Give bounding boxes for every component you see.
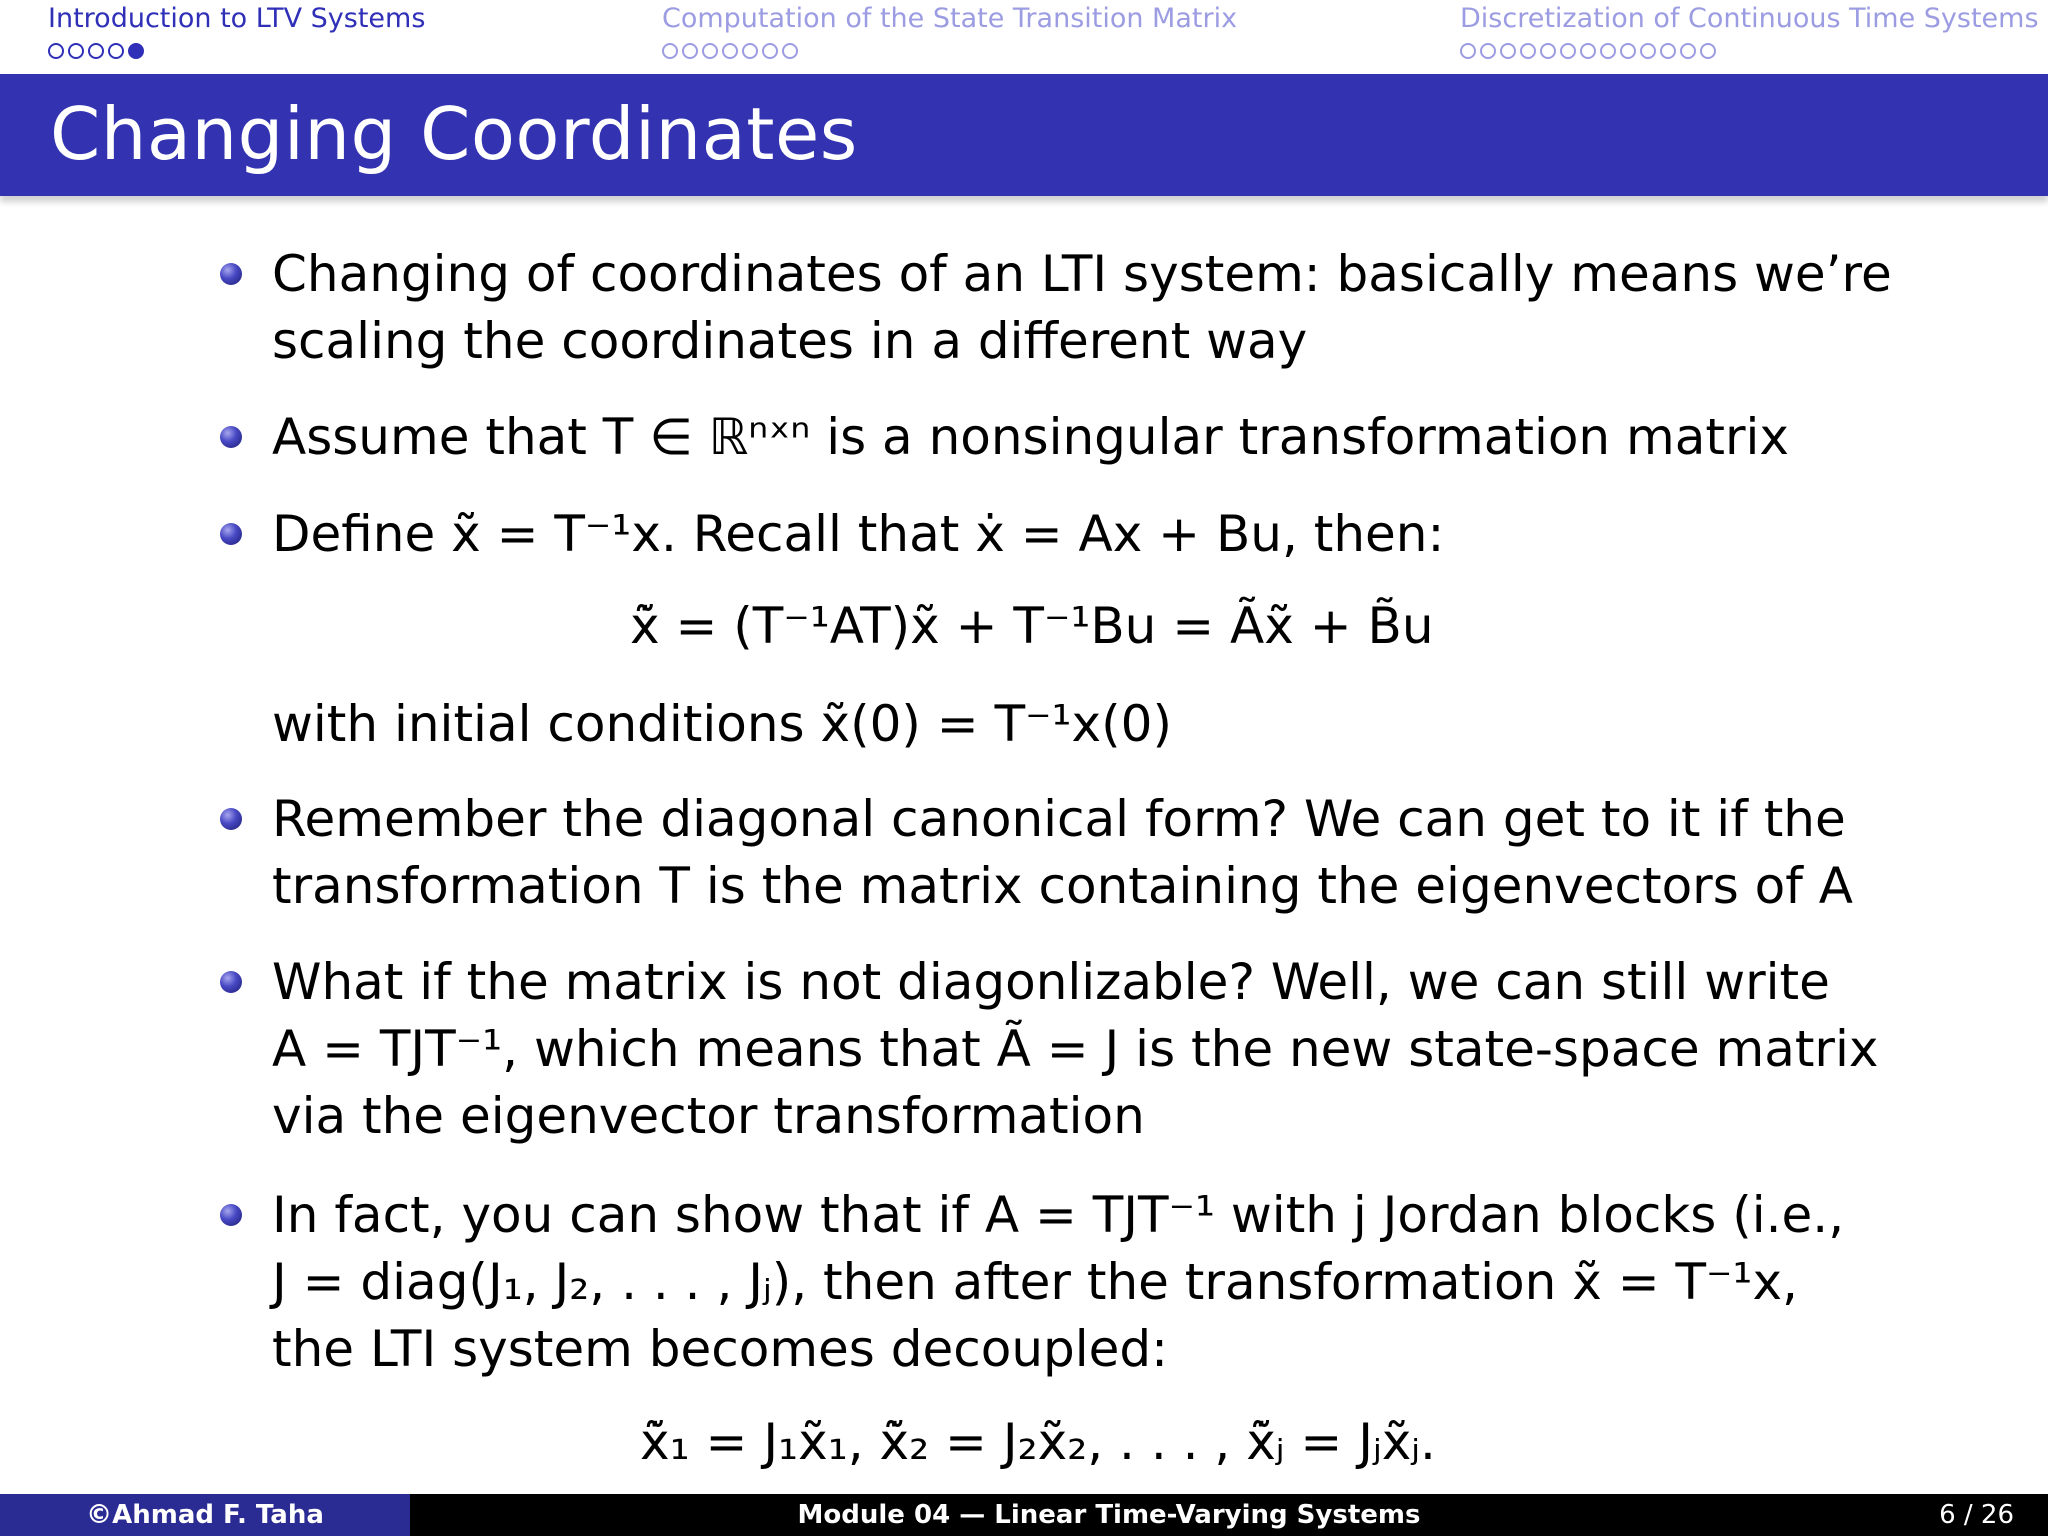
bullet-text-line: via the eigenvector transformation — [272, 1087, 1145, 1145]
bullet-text-line: Assume that T ∈ ℝⁿˣⁿ is a nonsingular transformation matrix — [272, 408, 1789, 466]
bullet-icon — [220, 1204, 242, 1226]
bullet-icon — [220, 971, 242, 993]
footer-page-number: 6 / 26 — [1808, 1494, 2048, 1536]
nav-section-title[interactable]: Computation of the State Transition Matrix — [662, 3, 1238, 34]
bullet-text-line: A = TJT⁻¹, which means that Ã = J is the new state-space matrix — [272, 1020, 1879, 1078]
display-equation: x̃̇ = (T⁻¹AT)x̃ + T⁻¹Bu = Ãx̃ + B̃u — [630, 597, 1434, 655]
bullet-icon — [220, 263, 242, 285]
bullet-icon — [220, 808, 242, 830]
slide-footer — [0, 1494, 2048, 1536]
footer-module-title: Module 04 — Linear Time-Varying Systems — [410, 1494, 1808, 1536]
bullet-text-line: Changing of coordinates of an LTI system: basically means we’re — [272, 245, 1892, 303]
bullet-icon — [220, 426, 242, 448]
bullet-text-line: Remember the diagonal canonical form? We can get to it if the — [272, 790, 1846, 848]
bullet-text-line: with initial conditions x̃(0) = T⁻¹x(0) — [272, 695, 1172, 753]
bullet-text-line: the LTI system becomes decoupled: — [272, 1320, 1168, 1378]
bullet-text-line: scaling the coordinates in a different way — [272, 312, 1308, 370]
bullet-text-line: transformation T is the matrix containing the eigenvectors of A — [272, 857, 1853, 915]
bullet-text-line: J = diag(J₁, J₂, . . . , Jⱼ), then after the transformation x̃ = T⁻¹x, — [272, 1253, 1798, 1311]
bullet-text-line: Define x̃ = T⁻¹x. Recall that ẋ = Ax + Bu, then: — [272, 505, 1445, 563]
bullet-text-line: In fact, you can show that if A = TJT⁻¹ with j Jordan blocks (i.e., — [272, 1186, 1845, 1244]
bullet-text-line: What if the matrix is not diagonlizable? Well, we can still write — [272, 953, 1830, 1011]
nav-section-title[interactable]: Discretization of Continuous Time Systems — [1460, 3, 2039, 34]
footer-author: ©Ahmad F. Taha — [0, 1494, 410, 1536]
display-equation: x̃̇₁ = J₁x̃₁, x̃̇₂ = J₂x̃₂, . . . , x̃̇ⱼ = Jⱼx̃ⱼ. — [640, 1413, 1436, 1471]
bullet-icon — [220, 523, 242, 545]
slide-title: Changing Coordinates — [50, 92, 858, 176]
nav-section-title[interactable]: Introduction to LTV Systems — [48, 3, 426, 34]
